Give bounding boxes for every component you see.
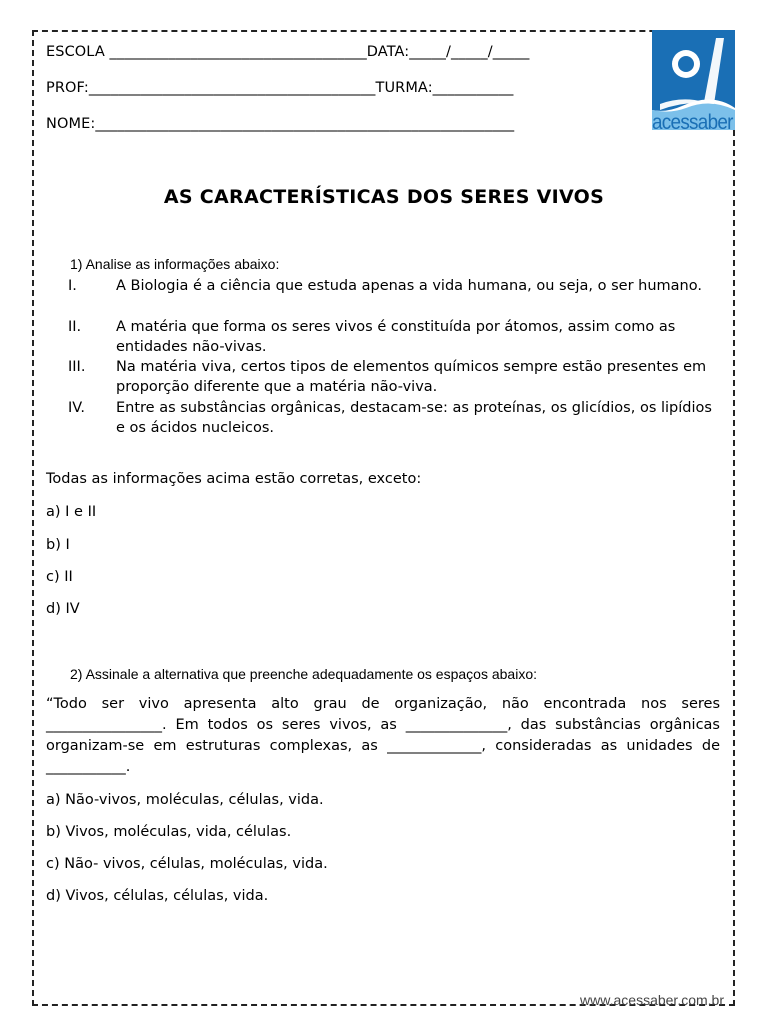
question-2-paragraph: “Todo ser vivo apresenta alto grau de organização, não encontrada nos seres ________________. Em todos os seres vivos, as ______________, das substâncias orgânicas organizam-se em estruturas complexas, as _____________, consideradas as unidades de ___________. <box>46 696 720 775</box>
logo-text: acessaber <box>652 111 733 134</box>
answer-option: a) I e II <box>46 504 97 520</box>
statement-number: I. <box>68 278 77 294</box>
statement-number: II. <box>68 319 82 335</box>
statement-text: A matéria que forma os seres vivos é constituída por átomos, assim como as entidades não-vivas. <box>116 319 676 355</box>
statement-number: IV. <box>68 400 85 416</box>
footer-url: www.acessaber.com.br <box>580 992 724 1008</box>
page-title: AS CARACTERÍSTICAS DOS SERES VIVOS <box>163 186 605 208</box>
answer-option: d) IV <box>46 601 80 617</box>
statement-text: A Biologia é a ciência que estuda apenas a vida humana, ou seja, o ser humano. <box>116 278 702 294</box>
question-1-prompt: Todas as informações acima estão corretas, exceto: <box>46 471 422 487</box>
answer-option: c) II <box>46 569 73 585</box>
question-2-intro: 2) Assinale a alternativa que preenche adequadamente os espaços abaixo: <box>70 666 537 682</box>
answer-option: a) Não-vivos, moléculas, células, vida. <box>46 792 324 808</box>
answer-option: d) Vivos, células, células, vida. <box>46 888 269 904</box>
statement-text: Entre as substâncias orgânicas, destacam-se: as proteínas, os glicídios, os lipídios e os ácidos nucleicos. <box>116 400 712 436</box>
header-nome-line: NOME:_________________________________________________________ <box>46 116 515 132</box>
statement-number: III. <box>68 359 86 375</box>
statement-text: Na matéria viva, certos tipos de elementos químicos sempre estão presentes em proporção diferente que a matéria não-viva. <box>116 359 707 395</box>
answer-option: c) Não- vivos, células, moléculas, vida. <box>46 856 328 872</box>
answer-option: b) I <box>46 537 70 553</box>
header-escola-line: ESCOLA ___________________________________DATA:_____/_____/_____ <box>46 44 530 60</box>
header-prof-line: PROF:_______________________________________TURMA:___________ <box>46 80 514 96</box>
question-1-intro: 1) Analise as informações abaixo: <box>70 256 280 272</box>
answer-option: b) Vivos, moléculas, vida, células. <box>46 824 292 840</box>
